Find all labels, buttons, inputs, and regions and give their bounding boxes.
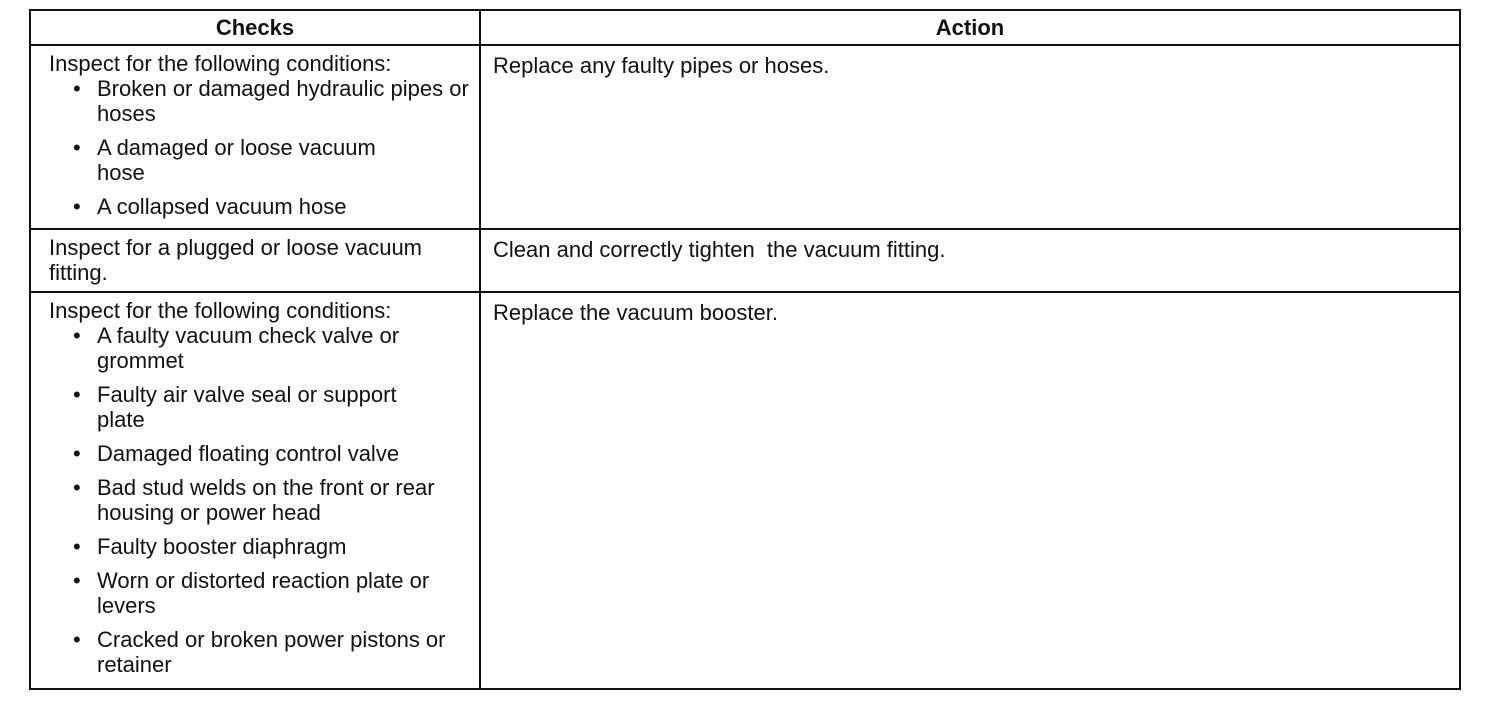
bullet-icon: • xyxy=(73,76,81,101)
checks-cell xyxy=(30,229,480,292)
action-column-header: Action xyxy=(480,10,1460,45)
table-header-row xyxy=(30,10,1460,45)
table-row xyxy=(30,45,1460,229)
action-cell xyxy=(480,229,1460,292)
condition-list xyxy=(49,323,469,677)
list-item: • Worn or distorted reaction plate or levers xyxy=(73,568,430,618)
bullet-icon: • xyxy=(73,135,81,160)
list-item: • Cracked or broken power pistons or retainer xyxy=(73,627,446,677)
bullet-icon: • xyxy=(73,568,81,593)
action-text: Replace any faulty pipes or hoses. xyxy=(493,53,830,78)
list-item: • Bad stud welds on the front or rear housing or power head xyxy=(73,475,435,525)
bullet-icon: • xyxy=(73,475,81,500)
action-text: Clean and correctly tighten the vacuum fitting. xyxy=(493,237,946,262)
table-row xyxy=(30,229,1460,292)
bullet-icon: • xyxy=(73,323,81,348)
bullet-icon: • xyxy=(73,627,81,652)
table-row xyxy=(30,292,1460,689)
checks-column-header: Checks xyxy=(30,10,480,45)
action-text: Replace the vacuum booster. xyxy=(493,300,778,325)
list-item: • A collapsed vacuum hose xyxy=(73,194,347,219)
condition-list xyxy=(49,76,469,219)
bullet-icon: • xyxy=(73,194,81,219)
checks-cell xyxy=(30,292,480,689)
list-item: • Damaged floating control valve xyxy=(73,441,400,466)
action-cell xyxy=(480,45,1460,229)
check-intro: Inspect for a plugged or loose vacuum fitting. xyxy=(49,235,423,285)
bullet-icon: • xyxy=(73,534,81,559)
checks-action-table xyxy=(29,9,1461,690)
bullet-icon: • xyxy=(73,382,81,407)
check-intro: Inspect for the following conditions: xyxy=(49,298,392,323)
list-item: • Faulty booster diaphragm xyxy=(73,534,347,559)
list-item: • Broken or damaged hydraulic pipes or hoses xyxy=(73,76,469,126)
bullet-icon: • xyxy=(73,441,81,466)
list-item: • A damaged or loose vacuum hose xyxy=(73,135,376,185)
list-item: • A faulty vacuum check valve or grommet xyxy=(73,323,400,373)
checks-cell xyxy=(30,45,480,229)
action-cell xyxy=(480,292,1460,689)
check-intro: Inspect for the following conditions: xyxy=(49,51,392,76)
list-item: • Faulty air valve seal or support plate xyxy=(73,382,397,432)
